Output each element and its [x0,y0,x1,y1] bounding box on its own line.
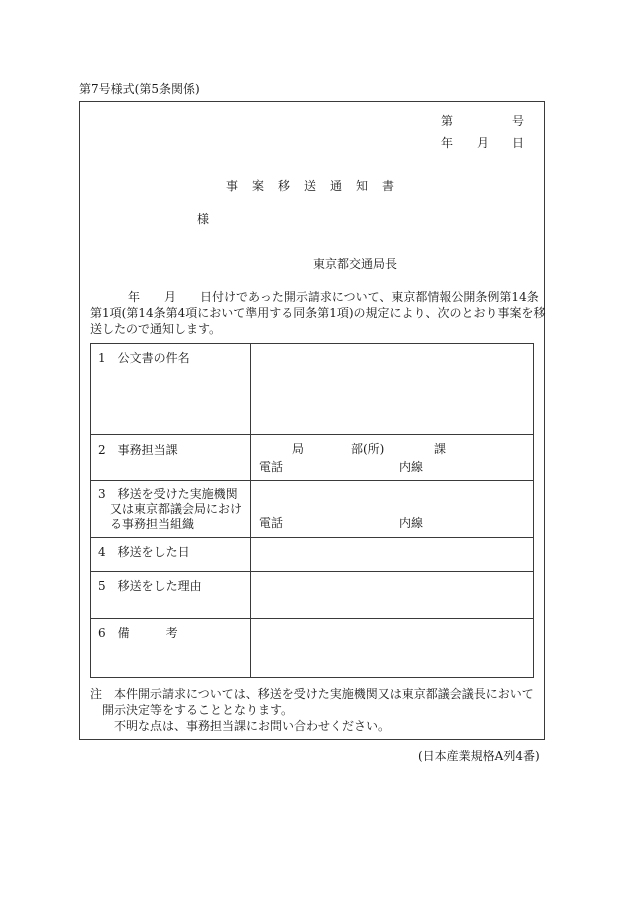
note-line-1: 注 本件開示請求については、移送を受けた実施機関又は東京都議会議長において [90,687,534,701]
addressee-suffix: 様 [197,212,210,226]
paper-size-note: (日本産業規格A列4番) [418,749,540,763]
doc-date-year: 年 [441,136,454,150]
row2-section: 課 [434,442,447,456]
row3-label-line3: る事務担当組織 [110,517,195,531]
receiving-organization-cell[interactable] [251,481,534,538]
row1-label: 1 公文書の件名 [98,351,190,365]
doc-number-suffix: 号 [512,114,525,128]
body-paragraph [90,289,546,337]
note-line-2: 開示決定等をすることとなります。 [102,703,294,717]
transfer-details-table [90,343,534,678]
note-line-3: 不明な点は、事務担当課にお問い合わせください。 [114,719,391,733]
row3-label [98,487,242,532]
doc-number-prefix: 第 [441,114,454,128]
table-cell-label [91,538,251,572]
table-row [91,344,534,435]
row2-phone: 電話 [259,460,284,474]
table-row [91,538,534,572]
table-row [91,435,534,481]
table-row [91,619,534,678]
notes [90,686,538,734]
row3-extension: 内線 [399,516,424,530]
transfer-reason-cell[interactable] [251,572,534,619]
row2-label: 2 事務担当課 [98,443,178,457]
body-text-1: 日付けであった開示請求について、東京都情報公開条例第14条 [200,290,539,304]
row2-department: 部(所) [351,442,385,456]
remarks-cell[interactable] [251,619,534,678]
row3-phone: 電話 [259,516,284,530]
table-cell-label [91,435,251,481]
department-cell[interactable] [251,435,534,481]
doc-date-day: 日 [512,136,525,150]
row6-label: 6 備 考 [98,626,178,640]
doc-date-month: 月 [477,136,490,150]
table-cell-label [91,344,251,435]
document-subject-cell[interactable] [251,344,534,435]
table-row [91,481,534,538]
body-date-month: 月 [164,290,177,304]
row3-label-line2: 又は東京都議会局におけ [110,502,243,516]
table-cell-label [91,572,251,619]
form-number: 第7号様式(第5条関係) [79,82,200,96]
row4-label: 4 移送をした日 [98,545,190,559]
transfer-date-cell[interactable] [251,538,534,572]
row3-label-line1: 3 移送を受けた実施機関 [98,487,238,501]
document-title: 事案移送通知書 [226,179,409,193]
row2-bureau: 局 [292,442,305,456]
body-text-2: 第1項(第14条第4項において準用する同条第1項)の規定により、次のとおり事案を移 [90,306,546,320]
body-text-3: 送したので通知します。 [90,322,222,336]
table-cell-label [91,481,251,538]
body-date-year: 年 [128,290,141,304]
row5-label: 5 移送をした理由 [98,579,202,593]
sender-title: 東京都交通局長 [313,257,398,271]
table-cell-label [91,619,251,678]
table-row [91,572,534,619]
row2-extension: 内線 [399,460,424,474]
